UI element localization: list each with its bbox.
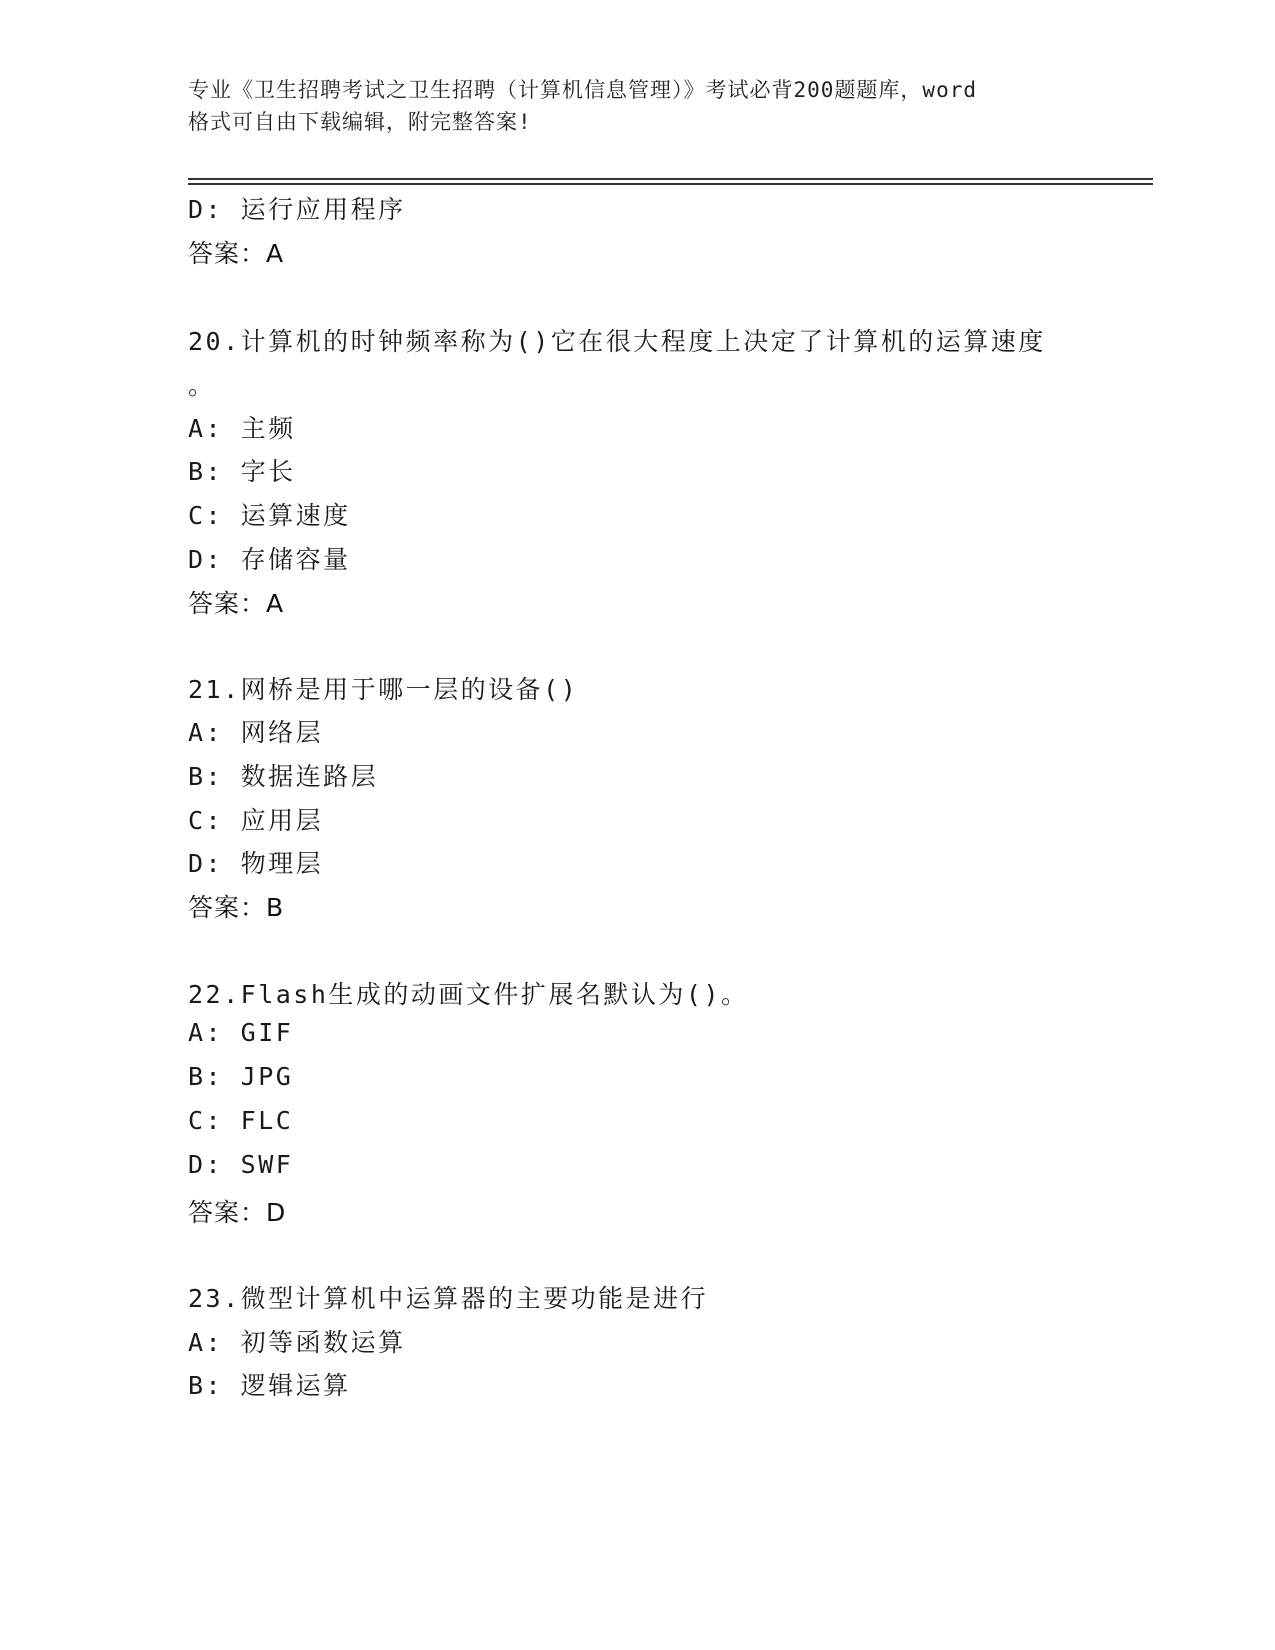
q22-option-c: C: FLC: [188, 1106, 294, 1135]
q22-option-d: D: SWF: [188, 1150, 294, 1179]
q22-question: 22.Flash生成的动画文件扩展名默认为()。: [188, 980, 749, 1009]
q20-answer: 答案：A: [188, 589, 285, 618]
q20-option-d: D: 存储容量: [188, 545, 351, 574]
q23-option-b: B: 逻辑运算: [188, 1371, 351, 1400]
q20-question-line-2: 。: [188, 371, 216, 400]
header-line-2: 格式可自由下载编辑，附完整答案!: [188, 110, 532, 134]
header-line-1: 专业《卫生招聘考试之卫生招聘（计算机信息管理）》考试必背200题题库，word: [188, 78, 977, 102]
q22-answer: 答案：D: [188, 1198, 287, 1227]
q23-option-a: A: 初等函数运算: [188, 1328, 406, 1357]
q21-answer: 答案：B: [188, 893, 285, 922]
header-rule-bottom: [188, 183, 1153, 185]
q22-option-b: B: JPG: [188, 1062, 294, 1091]
q20-option-b: B: 字长: [188, 457, 296, 486]
q23-question: 23.微型计算机中运算器的主要功能是进行: [188, 1284, 709, 1313]
q21-option-a: A: 网络层: [188, 718, 324, 747]
q20-option-c: C: 运算速度: [188, 501, 351, 530]
q20-question-line-1: 20.计算机的时钟频率称为()它在很大程度上决定了计算机的运算速度: [188, 327, 1046, 356]
q19-answer: 答案：A: [188, 239, 285, 268]
q21-option-c: C: 应用层: [188, 806, 324, 835]
q20-option-a: A: 主频: [188, 414, 296, 443]
header-rule-top: [188, 178, 1153, 180]
q19-option-d: D: 运行应用程序: [188, 195, 406, 224]
document-header: [188, 74, 1088, 138]
q21-option-b: B: 数据连路层: [188, 762, 379, 791]
q21-option-d: D: 物理层: [188, 849, 324, 878]
q22-option-a: A: GIF: [188, 1018, 294, 1047]
q21-question: 21.网桥是用于哪一层的设备(): [188, 675, 579, 704]
